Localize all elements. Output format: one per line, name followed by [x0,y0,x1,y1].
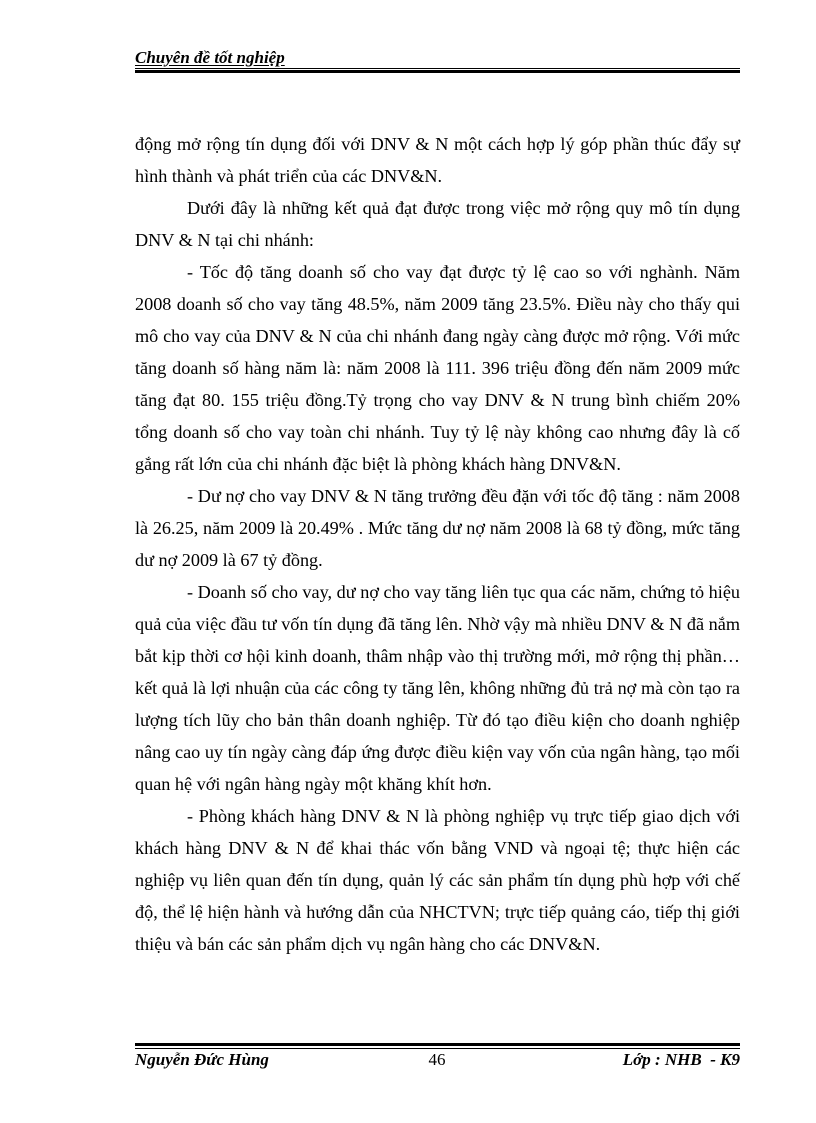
paragraph-6: - Phòng khách hàng DNV & N là phòng nghiệp vụ trực tiếp giao dịch với khách hàng DNV & N để khai thác vốn bằng VND và ngoại tệ; thực hiện các nghiệp vụ liên quan đến tín dụng, quản lý các sản phẩm tín dụng phù hợp với chế độ, thể lệ hiện hành và hướng dẫn của NHCTVN; trực tiếp quảng cáo, tiếp thị giới thiệu và bán các sản phẩm dịch vụ ngân hàng cho các DNV&N. [135,806,740,954]
page-footer [135,1050,740,1074]
footer-rule-thick [135,1043,740,1046]
footer-class-label: Lớp : NHB - K9 [622,1050,740,1069]
paragraph-4: - Dư nợ cho vay DNV & N tăng trưởng đều đặn với tốc độ tăng : năm 2008 là 26.25, năm 2009 là 20.49% . Mức tăng dư nợ năm 2008 là 68 tỷ đồng, mức tăng dư nợ 2009 là 67 tỷ đồng. [135,486,740,570]
header-rule-thick [135,70,740,73]
paragraph-3: - Tốc độ tăng doanh số cho vay đạt được tỷ lệ cao so với nghành. Năm 2008 doanh số cho vay tăng 48.5%, năm 2009 tăng 23.5%. Điều này cho thấy qui mô cho vay của DNV & N của chi nhánh đang ngày càng được mở rộng. Với mức tăng doanh số hàng năm là: năm 2008 là 111. 396 triệu đồng đến năm 2009 mức tăng đạt 80. 155 triệu đồng.Tỷ trọng cho vay DNV & N trung bình chiếm 20% tổng doanh số cho vay toàn chi nhánh. Tuy tỷ lệ này không cao nhưng đây là cố gắng rất lớn của chi nhánh đặc biệt là phòng khách hàng DNV&N. [135,262,740,474]
paragraph-2: Dưới đây là những kết quả đạt được trong việc mở rộng quy mô tín dụng DNV & N tại chi nhánh: [135,198,740,250]
document-body [135,128,740,960]
header-title: Chuyên đề tốt nghiệp [135,48,285,67]
paragraph-1: động mở rộng tín dụng đối với DNV & N một cách hợp lý góp phần thúc đẩy sự hình thành và phát triển của các DNV&N. [135,134,740,186]
footer-author: Nguyễn Đức Hùng [135,1050,269,1069]
header-rule-thin [135,68,740,69]
paragraph-5: - Doanh số cho vay, dư nợ cho vay tăng liên tục qua các năm, chứng tỏ hiệu quả của việc đầu tư vốn tín dụng đã tăng lên. Nhờ vậy mà nhiều DNV & N đã nắm bắt kịp thời cơ hội kinh doanh, thâm nhập vào thị trường mới, mở rộng thị phần…kết quả là lợi nhuận của các công ty tăng lên, không những đủ trả nợ mà còn tạo ra lượng tích lũy cho bản thân doanh nghiệp. Từ đó tạo điều kiện cho doanh nghiệp nâng cao uy tín ngày càng đáp ứng được điều kiện vay vốn của ngân hàng, tạo mối quan hệ với ngân hàng ngày một khăng khít hơn. [135,582,740,794]
page-header [135,48,740,68]
footer-rule-thin [135,1048,740,1049]
page-number: 46 [428,1050,446,1069]
